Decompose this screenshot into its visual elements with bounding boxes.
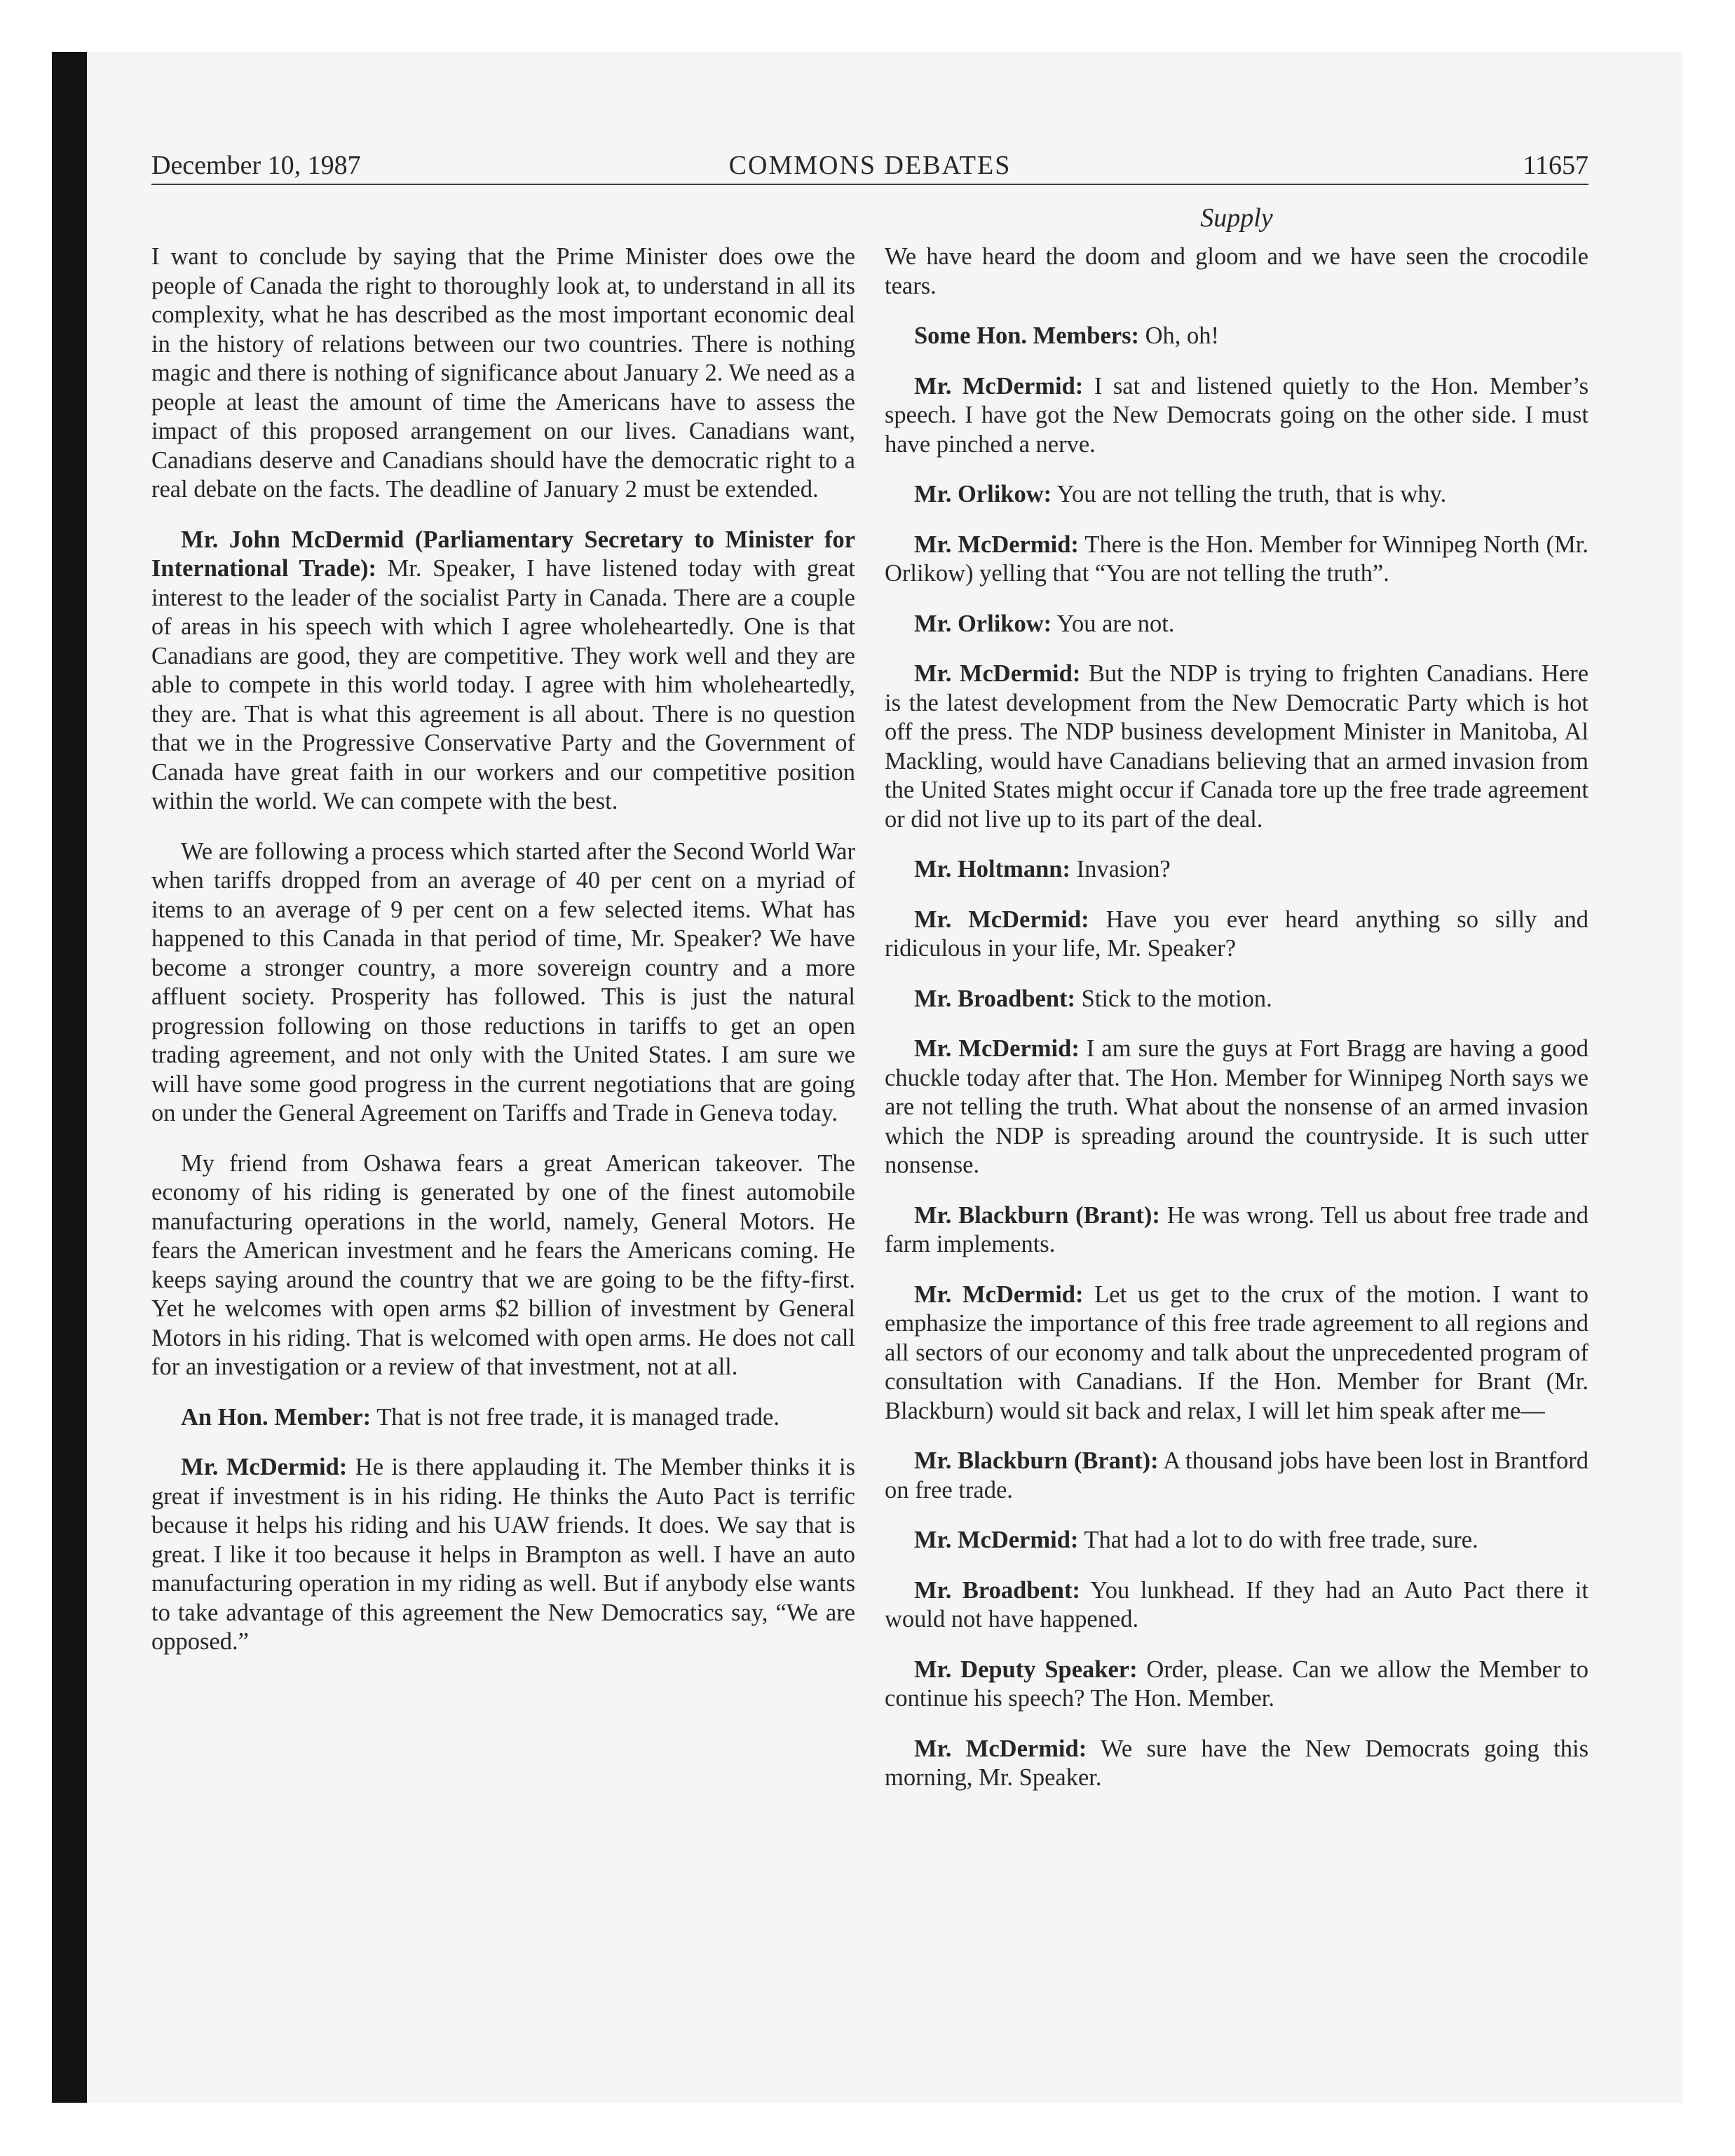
speaker-name: Mr. McDermid: bbox=[914, 660, 1081, 687]
speaker-name: Mr. McDermid: bbox=[914, 531, 1079, 558]
speaker-name: Mr. Orlikow: bbox=[914, 610, 1052, 637]
paragraph-text: There is the Hon. Member for Winnipeg North (Mr. Orlikow) yelling that “You are not telling the truth”. bbox=[885, 531, 1588, 587]
header-date: December 10, 1987 bbox=[151, 151, 361, 180]
paragraph bbox=[151, 1453, 855, 1657]
paragraph bbox=[885, 322, 1588, 351]
header-page-number: 11657 bbox=[1523, 151, 1588, 180]
paragraph bbox=[885, 855, 1588, 885]
speaker-name: Mr. McDermid: bbox=[914, 1281, 1084, 1308]
paragraph-text: That is not free trade, it is managed trade. bbox=[376, 1403, 780, 1431]
paragraph bbox=[885, 372, 1588, 460]
speaker-name: Mr. Orlikow: bbox=[914, 481, 1052, 507]
paragraph bbox=[885, 1576, 1588, 1635]
speaker-name: Mr. Broadbent: bbox=[914, 985, 1076, 1012]
paragraph-text: We are following a process which started after the Second World War when tariffs dropped from an average of 40 per cent on a myriad of items to an average of 9 per cent on a few selected items. What has happened to this Canada in that period of time, Mr. Speaker? We have become a stronger country, a more sovereign country and a more affluent society. Prosperity has followed. This is just the natural progression following on those reductions in tariffs to get an open trading agreement, and not only with the United States. I am sure we will have some good progress in the current negotiations that are going on under the General Agreement on Tariffs and Trade in Geneva today. bbox=[151, 838, 855, 1126]
speaker-name: Mr. Deputy Speaker: bbox=[914, 1656, 1138, 1683]
speaker-name: Mr. McDermid: bbox=[914, 1735, 1087, 1762]
speaker-name: Mr. Blackburn (Brant): bbox=[914, 1201, 1160, 1229]
paragraph bbox=[885, 1035, 1588, 1180]
paragraph-text: I sat and listened quietly to the Hon. Member’s speech. I have got the New Democrats going on the other side. I must have pinched a nerve. bbox=[885, 372, 1588, 458]
paragraph-text: You are not. bbox=[1056, 610, 1175, 637]
paragraph bbox=[885, 610, 1588, 639]
paragraph bbox=[151, 1149, 855, 1382]
paragraph bbox=[885, 1201, 1588, 1260]
paragraph bbox=[885, 1526, 1588, 1555]
speaker-name: Mr. McDermid: bbox=[181, 1454, 348, 1480]
paragraph-text: Have you ever heard anything so silly and ridiculous in your life, Mr. Speaker? bbox=[885, 906, 1589, 962]
paragraph bbox=[885, 985, 1588, 1014]
paragraph bbox=[885, 1447, 1588, 1505]
paragraph-text: Mr. Speaker, I have listened today with great interest to the leader of the socialist Party in Canada. There are a couple of areas in his speech with which I agree wholeheartedly. One is that Canadians are good, they are competitive. They work well and they are able to compete in this world today. I agree with him wholeheartedly, they are. That is what this agreement is all about. There is no question that we in the Progressive Conservative Party and the Government of Canada have great faith in our workers and our competitive position within the world. We can compete with the best. bbox=[151, 555, 856, 814]
paragraph bbox=[885, 531, 1588, 589]
paragraph-text: My friend from Oshawa fears a great American takeover. The economy of his riding is generated by one of the finest automobile manufacturing operations in the world, namely, General Motors. He fears the American investment and he fears the Americans coming. He keeps saying around the country that we are going to be the fifty-first. Yet he welcomes with open arms $2 billion of investment by General Motors in his riding. That is welcomed with open arms. He does not call for an investigation or a review of that investment, not at all. bbox=[151, 1149, 855, 1380]
paragraph bbox=[885, 1735, 1588, 1793]
right-column bbox=[885, 243, 1588, 1814]
paragraph-text: I am sure the guys at Fort Bragg are having a good chuckle today after that. The Hon. Member for Winnipeg North says we are not telling the truth. What about the nonsense of an armed invasion which the NDP is spreading around the countryside. It is such utter nonsense. bbox=[885, 1035, 1588, 1178]
paragraph bbox=[885, 660, 1588, 834]
paragraph-text: Stick to the motion. bbox=[1081, 985, 1272, 1012]
paragraph-text: That had a lot to do with free trade, sure. bbox=[1084, 1527, 1478, 1553]
paragraph-text: Oh, oh! bbox=[1145, 322, 1220, 349]
speaker-name: Mr. McDermid: bbox=[914, 372, 1084, 400]
speaker-name: Mr. McDermid: bbox=[914, 906, 1089, 933]
paragraph bbox=[151, 838, 855, 1128]
paragraph-text: But the NDP is trying to frighten Canadians. Here is the latest development from the New Democratic Party which is hot off the press. The NDP business development Minister in Manitoba, Al Mackling, would have Canadians believing that an armed invasion from the United States might occur if Canada tore up the free trade agreement or did not live up to its part of the deal. bbox=[885, 660, 1589, 833]
paragraph-text: We have heard the doom and gloom and we have seen the crocodile tears. bbox=[885, 243, 1588, 299]
left-column bbox=[151, 243, 855, 1678]
paragraph bbox=[885, 1281, 1588, 1426]
paragraph-text: Order, please. Can we allow the Member to continue his speech? The Hon. Member. bbox=[885, 1656, 1588, 1712]
paragraph bbox=[151, 526, 855, 817]
paragraph-text: You lunkhead. If they had an Auto Pact there it would not have happened. bbox=[885, 1576, 1588, 1632]
speaker-name: Mr. John McDermid (Parliamentary Secretary to Minister for International Trade): bbox=[151, 526, 855, 582]
speaker-name: Mr. McDermid: bbox=[914, 1527, 1079, 1553]
paragraph bbox=[885, 243, 1588, 301]
paragraph-text: Let us get to the crux of the motion. I want to emphasize the importance of this free trade agreement to all regions and all sectors of our economy and talk about the unprecedented program of consultation with Canadians. If the Hon. Member for Brant (Mr. Blackburn) would sit back and relax, I will let him speak after me— bbox=[885, 1281, 1588, 1424]
paragraph bbox=[885, 906, 1588, 964]
paragraph-text: We sure have the New Democrats going this morning, Mr. Speaker. bbox=[885, 1735, 1588, 1791]
paragraph bbox=[885, 1656, 1588, 1714]
paragraph bbox=[885, 480, 1588, 510]
page-header bbox=[151, 149, 1588, 182]
speaker-name: Mr. Holtmann: bbox=[914, 856, 1070, 882]
speaker-name: Some Hon. Members: bbox=[914, 322, 1139, 349]
header-title: COMMONS DEBATES bbox=[728, 151, 1012, 180]
paragraph-text: A thousand jobs have been lost in Brantford on free trade. bbox=[885, 1447, 1588, 1503]
header-rule bbox=[151, 184, 1588, 185]
paragraph-text: He is there applauding it. The Member thinks it is great if investment is in his riding. He thinks the Auto Pact is terrific because it helps his riding and his UAW friends. It does. We say that is great. I like it too because it helps in Brampton as well. I have an auto manufacturing operation in my riding as well. But if anybody else wants to take advantage of this agreement the New Democratics say, “We are opposed.” bbox=[151, 1454, 856, 1655]
section-title: Supply bbox=[1200, 203, 1273, 233]
paragraph-text: He was wrong. Tell us about free trade and farm implements. bbox=[885, 1201, 1589, 1257]
paragraph-text: I want to conclude by saying that the Prime Minister does owe the people of Canada the right to thoroughly look at, to understand in all its complexity, what he has described as the most important economic deal in the history of relations between our two countries. There is nothing magic and there is nothing of significance about January 2. We need as a people at least the amount of time the Americans have to assess the impact of this proposed arrangement on our lives. Canadians want, Canadians deserve and Canadians should have the democratic right to a real debate on the facts. The deadline of January 2 must be extended. bbox=[151, 243, 855, 503]
scan-border bbox=[52, 52, 87, 2103]
paragraph-text: You are not telling the truth, that is why. bbox=[1056, 481, 1447, 507]
speaker-name: Mr. McDermid: bbox=[914, 1035, 1080, 1062]
speaker-name: Mr. Blackburn (Brant): bbox=[914, 1447, 1159, 1474]
paragraph bbox=[151, 243, 855, 505]
speaker-name: An Hon. Member: bbox=[181, 1403, 372, 1431]
paragraph bbox=[151, 1403, 855, 1433]
speaker-name: Mr. Broadbent: bbox=[914, 1576, 1080, 1604]
paragraph-text: Invasion? bbox=[1076, 856, 1171, 882]
